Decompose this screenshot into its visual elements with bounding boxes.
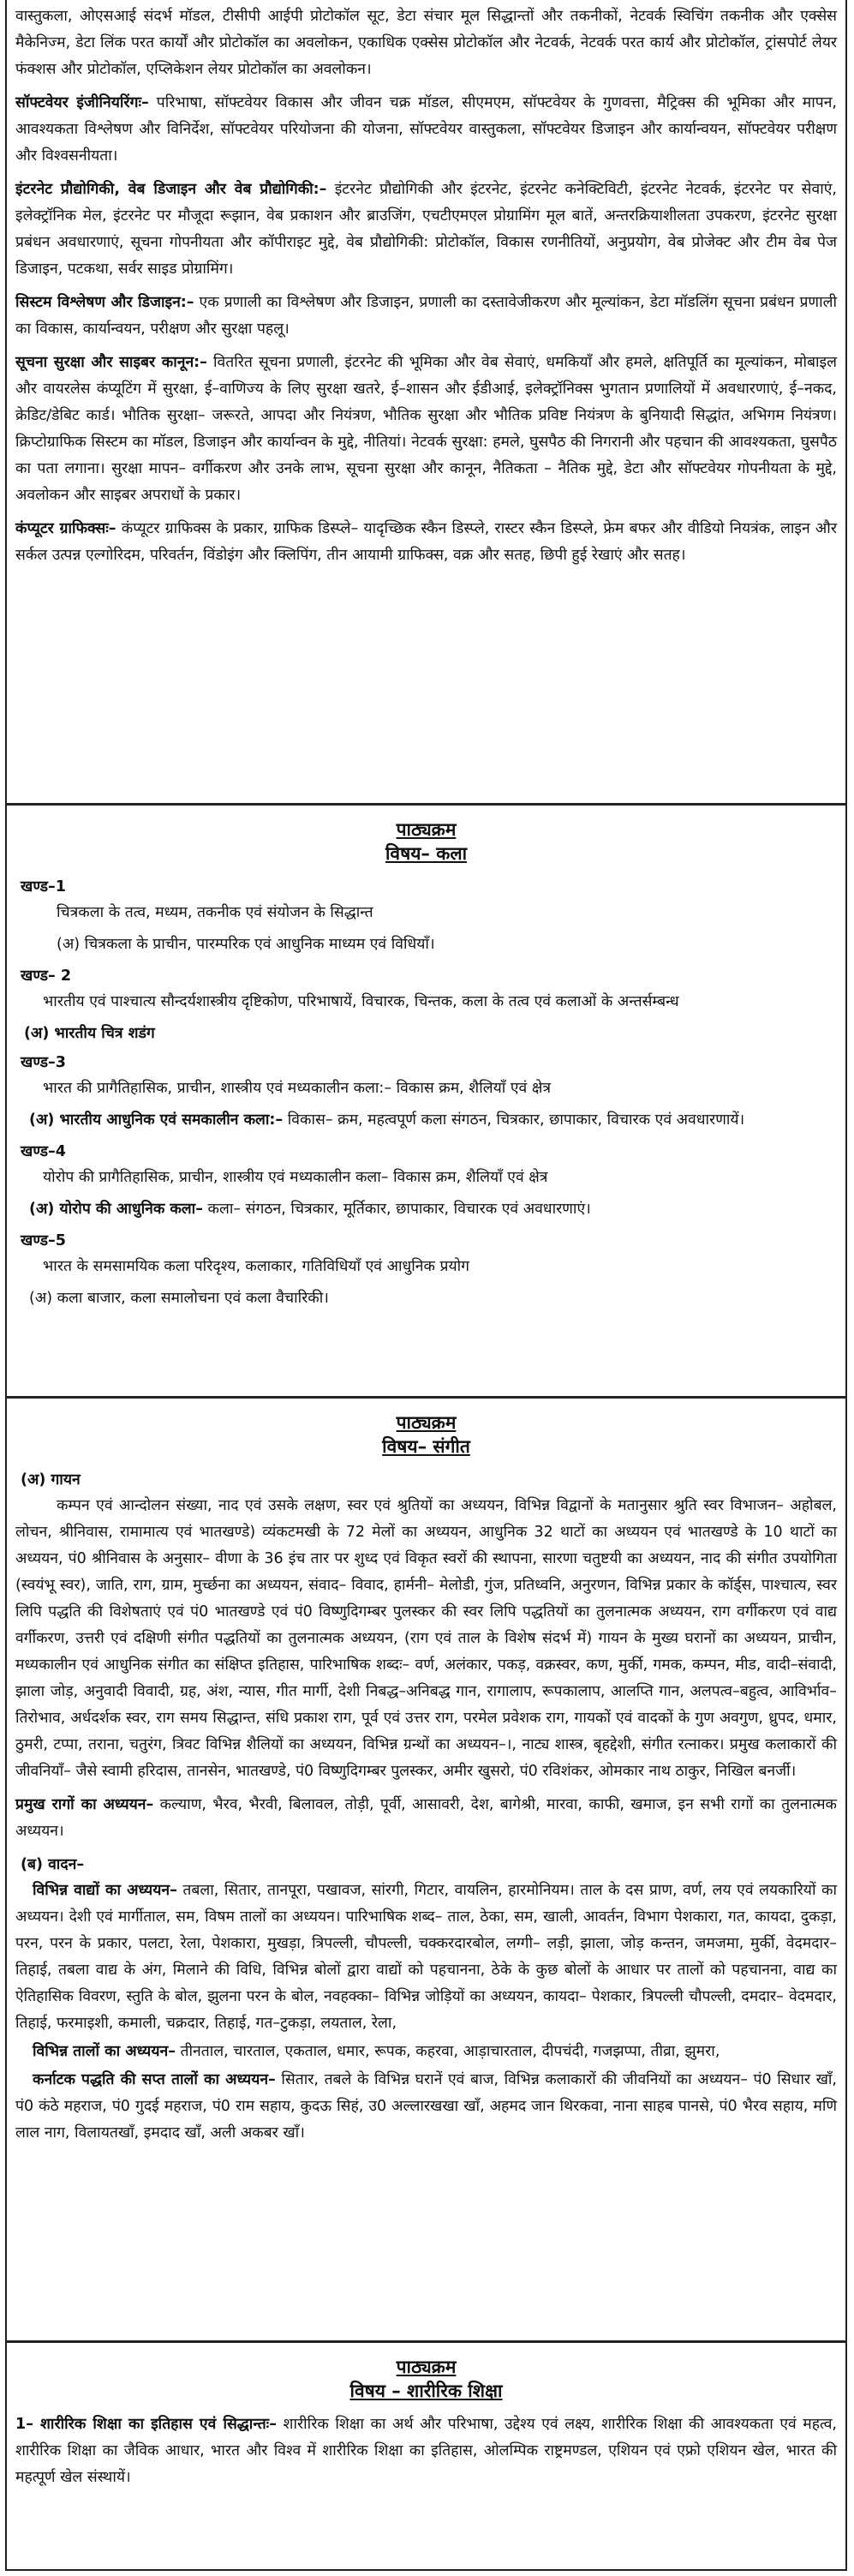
music-karnatak-heading: कर्नाटक पद्धति की सप्त तालों का अध्ययन– — [33, 2071, 276, 2088]
music-karnatak-text: सितार, तबले के विभिन्न घरानें एवं बाज, विभिन्न कलाकारों की जीवनियों का अध्ययन– पं0 सिधार खॉं, पं0 कंठे महराज, पं0 गुदई महराज, पं0 राम सहाय, कुदऊ सिहं, उ0 अल्लारखखा खॉं, अहमद जान थिरकवा, नाना साहब पानसे, पं0 भैरव सहाय, मणि लाल नाग, विलायतखॉं, इमदाद खॉं, अली अकबर खॉं। — [15, 2071, 837, 2142]
internet-technology-paragraph — [15, 177, 837, 283]
art-heading — [15, 818, 837, 866]
music-instruments-heading: विभिन्न वाद्यों का अध्ययन– — [33, 1882, 177, 1899]
computer-graphics-paragraph — [15, 516, 837, 569]
art-khand-3-text: भारत की प्रागैतिहासिक, प्राचीन, शास्त्रीय एवं मध्यकालीन कला:– विकास क्रम, शैलियॉं एवं क्षेत्र — [43, 1080, 552, 1097]
art-khand-5-text: भारत के समसामयिक कला परिदृश्य, कलाकार, गतिविधियॉं एवं आधुनिक प्रयोग — [43, 1258, 469, 1275]
pe-history-text: शारीरिक शिक्षा का अर्थ और परिभाषा, उद्देश्य एवं लक्ष्य, शारीरिक शिक्षा की आवश्यकता एवं महत्व, शारीरिक शिक्षा का जैविक आधार, भारत और विश्व में शारीरिक शिक्षा का इतिहास, ओलम्पिक राष्ट्रमण्डल, एशियन एवं एफ्रो एशियन खेल, भारत की महत्पूर्ण खेल संस्थायें। — [15, 2416, 837, 2486]
music-instrumental-block — [15, 1878, 837, 2147]
art-khand-1-sub: (अ) चित्रकला के प्राचीन, पारम्परिक एवं आधुनिक माध्यम एवं विधियॉं। — [57, 936, 435, 953]
cs-intro-paragraph: वास्तुकला, ओएसआई संदर्भ मॉडल, टीसीपी आईपी प्रोटोकॉल सूट, डेटा संचार मूल सिद्धान्तों और तकनीकों, नेटवर्क स्विचिंग तकनीक और एक्सेस मैकेनिज्म, डेटा लिंक परत कार्यों और प्रोटोकॉल का अवलोकन, एकाधिक एक्सेस प्रोटोकॉल और नेटवर्क, नेटवर्क परत कार्य और प्रोटोकॉल, ट्रांसपोर्ट लेयर फंक्शस और प्रोटोकॉल, एप्लिकेशन लेयर प्रोटोकॉल का अवलोकन। — [15, 8, 837, 78]
music-vocal-text: कम्पन एवं आन्दोलन संख्या, नाद एवं उसके लक्षण, स्वर एवं श्रुतियों का अध्ययन, विभिन्न विद्वानों के मतानुसार श्रुति स्वर विभाजन– अहोबल, लोचन, श्रीनिवास, रामामात्य एवं भातखण्डे) व्यंकटमखी के 72 मेलों का अध्ययन, आधुनिक 32 थाटों का अध्ययन एवं भातखण्डे के 10 थाटों का अध्ययन, पं0 श्रीनिवास के अनुसार– वीणा के 36 इंच तार पर शुध्द एवं विकृत स्वरों की स्थापना, सारणा चतुष्टयी का अध्ययन, नाद की संगीत उपयोगिता (स्वयंभू स्वर), जाति, राग, ग्राम, मुर्च्छना का अध्ययन, संवाद– विवाद, हार्मनी– मेलोडी, गुंज, प्रतिध्वनि, अनुरणन, विभिन्न प्रकार के कॉर्ड्स, पाश्चात्य, स्वर लिपि पद्धति की विशेषताएं एवं पं0 भातखण्डे एवं पं0 विष्णुदिगम्बर पुलस्कर की स्वर लिपि पद्धतियों का तुलनात्मक अध्ययन, राग वर्गीकरण एवं वाद्य वर्गीकरण, उत्तरी एवं दक्षिणी संगीत पद्धतियों का तुलनात्मक अध्ययन, (राग एवं ताल के विशेष संदर्भ में) गायन के मुख्य घरानों का अध्ययन, प्राचीन, मध्यकालीन एवं आधुनिक संगीत का संक्षिप्त इतिहास, पारिभाषिक शब्दः– वर्ण, अलंकार, पकड़, वक्रस्वर, कण, मुर्की, गमक, कम्पन, मीड, वादी–संवादी, झाला जोड़, अनुवादी विवादी, ग्रह, अंश, न्यास, गीत मार्गी, देशी निबद्ध–अनिबद्ध गान, रागालाप, रूपकालाप, आलप्ति गान, अलपत्व–बहुत्व, आविर्भाव–तिरोभाव, अर्धदर्शक स्वर, राग समय सिद्धान्त, संधि प्रकाश राग, पूर्व एवं उत्तर राग, परमेल प्रवेशक राग, गायकों एवं वादकों के गुण अवगुण, ध्रुपद, धमार, ठुमरी, टप्पा, तराना, चतुरंग, त्रिवट विभिन्न शैलियों का अध्ययन, विभिन्न ग्रन्थों का अध्ययन–।, नाट्य शास्त्र, बृहद्देशी, संगीत रत्नाकर। प्रमुख कलाकारों की जीवनियॉं– जैसे स्वामी हरिदास, तानसेन, भातखण्डे, पं0 विष्णुदिगम्बर पुलस्कर, अमीर खुसरो, पं0 रविशंकर, ओमकार नाथ ठाकुर, निखिल बनर्जी। — [15, 1497, 837, 1780]
art-khand-3-label: खण्ड–3 — [21, 1054, 66, 1071]
music-taal-text: तीनताल, चारताल, एकताल, धमार, रूपक, कहरवा, आड़ाचारताल, दीपचंदी, गजझप्पा, तीव्रा, झुमरा, — [175, 2043, 720, 2060]
art-khand-2-sub: (अ) भारतीय चित्र शडंग — [24, 1025, 155, 1042]
art-khand-4-sub-heading: (अ) योरोप की आधुनिक कला– — [29, 1201, 203, 1218]
art-khand-3-sub-heading: (अ) भारतीय आधुनिक एवं समकालीन कला:– — [29, 1111, 284, 1129]
art-khand-4-text: योरोप की प्रागैतिहासिक, प्राचीन, शास्त्रीय एवं मध्यकालीन कला– विकास क्रम, शैलियॉं एवं क्षेत्र — [43, 1169, 548, 1186]
pe-heading — [15, 2355, 837, 2403]
internet-technology-heading: इंटरनेट प्रौद्योगिकी, वेब डिजाइन और वेब प्रौद्योगिकी:– — [15, 181, 327, 198]
system-analysis-text: एक प्रणाली का विश्लेषण और डिजाइन, प्रणाली का दस्तावेजीकरण और मूल्यांकन, डेटा मॉडलिंग सूचना प्रबंधन प्रणाली का विकास, कार्यान्वयन, परीक्षण और सुरक्षा पहलू। — [15, 294, 837, 338]
information-security-paragraph — [15, 350, 837, 509]
information-security-heading: सूचना सुरक्षा और साइबर कानून:– — [15, 354, 207, 371]
music-subject-title: विषय– संगीत — [382, 1436, 470, 1457]
music-instruments-text: तबला, सितार, तानपूरा, पखावज, सांरगी, गिटार, वायलिन, हारमोनियम। ताल के दस प्राण, वर्ण, लय एवं लयकारियों का अध्ययन। देशी एवं मार्गीताल, सम, विषम तालों का अध्ययन। पारिभाषिक शब्द– ताल, ठेका, सम, खाली, आवर्तन, विभाग पेशकारा, गत, कायदा, दुकड़ा, परन, परन के प्रकार, पलटा, रेला, पेशकारा, मुखड़ा, त्रिपल्ली, चौपल्ली, चक्करदारबोल, लग्गी– लड़ी, झाला, जोड़ कन्तन, जमजमा, मुर्की, वेदमदार– तिहाई, तबला वाद्य के अंग, मिलाने की विधि, विभिन्न बोलों द्वारा वाद्यों को पहचानना, ठेके के कुछ बोलों के आधार पर तालों को पहचानना, वाद्य का ऐतिहासिक विवरण, स्तुति के बोल, झुलना परन के बोल, नवहक्का– विभिन्न जोड़ियों का अध्ययन, कायदा– पेशकार, त्रिपल्ली चौपल्ली, दमदार– वेदमदार, तिहाई, फरमाइशी, कमाली, चक्रदार, तिहाई, गत–टुकड़ा, लयताल, रेला, — [15, 1882, 837, 2032]
art-khand-4-sub-text: कला– संगठन, चित्रकार, मूर्तिकार, छापाकार, विचारक एवं अवधारणाएं। — [202, 1201, 591, 1218]
pe-history-heading: 1– शारीरिक शिक्षा का इतिहास एवं सिद्धान्तः– — [15, 2416, 277, 2433]
syllabus-page — [5, 0, 847, 2571]
art-khand-2-label: खण्ड– 2 — [21, 967, 72, 985]
software-engineering-text: परिभाषा, सॉफ्टवेयर विकास और जीवन चक्र मॉडल, सीएमएम, सॉफ्टवेयर के गुणवत्ता, मैट्रिक्स की भूमिका और मापन, आवश्यकता विश्लेषण और विनिर्देश, सॉफ्टवेयर परियोजना की योजना, सॉफ्टवेयर वास्तुकला, सॉफ्टवेयर डिजाइन और कार्यान्वयन, सॉफ्टवेयर परीक्षण और विश्वसनीयता। — [15, 94, 837, 165]
art-khand-1-text: चित्रकला के तत्व, मध्यम, तकनीक एवं संयोजन के सिद्धान्त — [57, 904, 373, 921]
computer-graphics-text: कंप्यूटर ग्राफिक्स के प्रकार, ग्राफिक डिस्प्ले– यादृच्छिक स्कैन डिस्प्ले, रास्टर स्कैन डिस्प्ले, फ्रेम बफर और वीडियो नियत्रंक, लाइन और सर्कल उत्पन्न एल्गोरिदम, परिवर्तन, विंडोइंग और क्लिपिंग, तीन आयामी ग्राफिक्स, वक्र और सतह, छिपी हुई रेखाएं और सतह। — [15, 520, 837, 564]
art-khand-3-sub-text: विकास– क्रम, महत्वपूर्ण कला संगठन, चित्रकार, छापाकार, विचारक एवं अवधारणायें। — [283, 1111, 745, 1129]
music-instrumental-label: (ब) वादन– — [21, 1856, 85, 1873]
art-syllabus-title: पाठ्यक्रम — [396, 819, 457, 840]
music-ragas-heading: प्रमुख रागों का अध्ययन– — [15, 1796, 154, 1813]
pe-syllabus-title: पाठ्यक्रम — [396, 2357, 457, 2377]
computer-graphics-heading: कंप्यूटर ग्राफिक्सः– — [15, 520, 116, 537]
music-syllabus-title: पाठ्यक्रम — [396, 1412, 457, 1433]
music-taal-paragraph — [15, 2039, 837, 2065]
computer-science-section — [7, 0, 845, 806]
music-ragas-paragraph — [15, 1792, 837, 1845]
music-section — [7, 1399, 845, 2343]
art-khand-5-label: खण्ड–5 — [21, 1232, 66, 1249]
art-khand-1-label: खण्ड–1 — [21, 878, 66, 896]
software-engineering-heading: सॉफ्टवेयर इंजीनियरिंगः– — [15, 94, 149, 111]
internet-technology-text: इंटरनेट प्रौद्योगिकी और इंटरनेट, इंटरनेट कनेक्टिविटी, इंटरनेट नेटवर्क, इंटरनेट पर सेवाएं, इलेक्ट्रॉनिक मेल, इंटरनेट पर मौजूदा रूझान, वेब प्रकाशन और ब्राउजिंग, एचटीएमएल प्रोग्रामिंग मूल बातें, अन्तरक्रियाशीलता उपकरण, इंटरनेट सुरक्षा प्रबंधन अवधारणाएं, सूचना गोपनीयता और कॉपीराइट मुद्दे, वेब प्रौद्योगिकी: प्रोटोकॉल, विकास रणनीतियों, अनुप्रयोग, वेब प्रोजेक्ट और टीम वेब पेज डिजाइन, पटकथा, सर्वर साइड प्रोग्रामिंग। — [15, 181, 837, 278]
system-analysis-paragraph — [15, 290, 837, 343]
music-taal-heading: विभिन्न तालों का अध्ययन– — [33, 2043, 176, 2060]
music-vocal-label: (अ) गायन — [21, 1471, 81, 1489]
pe-history-paragraph — [15, 2411, 837, 2491]
art-khand-5-sub: (अ) कला बाजार, कला समालोचना एवं कला वैचारिकी। — [29, 1290, 329, 1307]
system-analysis-heading: सिस्टम विश्लेषण और डिजाइन:– — [15, 294, 194, 311]
software-engineering-paragraph — [15, 90, 837, 170]
art-section — [7, 806, 845, 1399]
music-instruments-paragraph — [15, 1878, 837, 2037]
art-khand-4-label: खण्ड–4 — [21, 1143, 66, 1160]
art-subject-title: विषय– कला — [385, 843, 468, 864]
art-khand-3-sub — [29, 1107, 837, 1134]
music-karnatak-paragraph — [15, 2067, 837, 2147]
music-ragas-text: कल्याण, भैरव, भैरवी, बिलावल, तोड़ी, पूर्वी, आसावरी, देश, बागेश्री, मारवा, काफी, खमाज, इन सभी रागों का तुलनात्मक अध्ययन। — [15, 1796, 837, 1840]
information-security-text: वितरित सूचना प्रणाली, इंटरनेट की भूमिका और वेब सेवाएं, धमकियॉं और हमले, क्षतिपूर्ति का मूल्यांकन, मोबाइल और वायरलेस कंप्यूटिंग में सुरक्षा, ई–वाणिज्य के लिए सुरक्षा खतरे, ई–शासन और ईडीआई, इलेक्ट्रॉनिक्स भुगतान प्रणालियों में अवधारणाएं, ई–नकद, क्रेडिट/डेबिट कार्ड। भौतिक सुरक्षा– जरूरते, आपदा और नियंत्रण, भौतिक सुरक्षा और भौतिक प्रविष्ट नियंत्रण के बुनियादी सिद्धांत, अभिगम नियंत्रण। क्रिप्टोग्राफिक सिस्टम का मॉडल, डिजाइन और कार्यान्वन के मुद्दे, नीतियां। नेटवर्क सुरक्षा: हमले, घुसपैठ की निगरानी और पहचान की आवश्यकता, घुसपैठ का पता लगाना। सुरक्षा मापन– वर्गीकरण और उनके लाभ, सूचना सुरक्षा और कानून, नैतिकता – नैतिक मुद्दे, डेटा और सॉफ्टवेयर गोपनीयता के मुद्दे, अवलोकन और साइबर अपराधों के प्रकार। — [15, 354, 838, 504]
music-heading — [15, 1411, 837, 1459]
physical-education-section — [7, 2343, 845, 2571]
art-khand-4-sub — [29, 1196, 837, 1223]
art-khand-2-text: भारतीय एवं पाश्चात्य सौन्दर्यशास्त्रीय दृष्टिकोण, परिभाषायें, विचारक, चिन्तक, कला के तत्व एवं कलाओं के अन्तर्सम्बन्ध — [43, 993, 679, 1010]
pe-subject-title: विषय – शारीरिक शिक्षा — [349, 2381, 503, 2401]
